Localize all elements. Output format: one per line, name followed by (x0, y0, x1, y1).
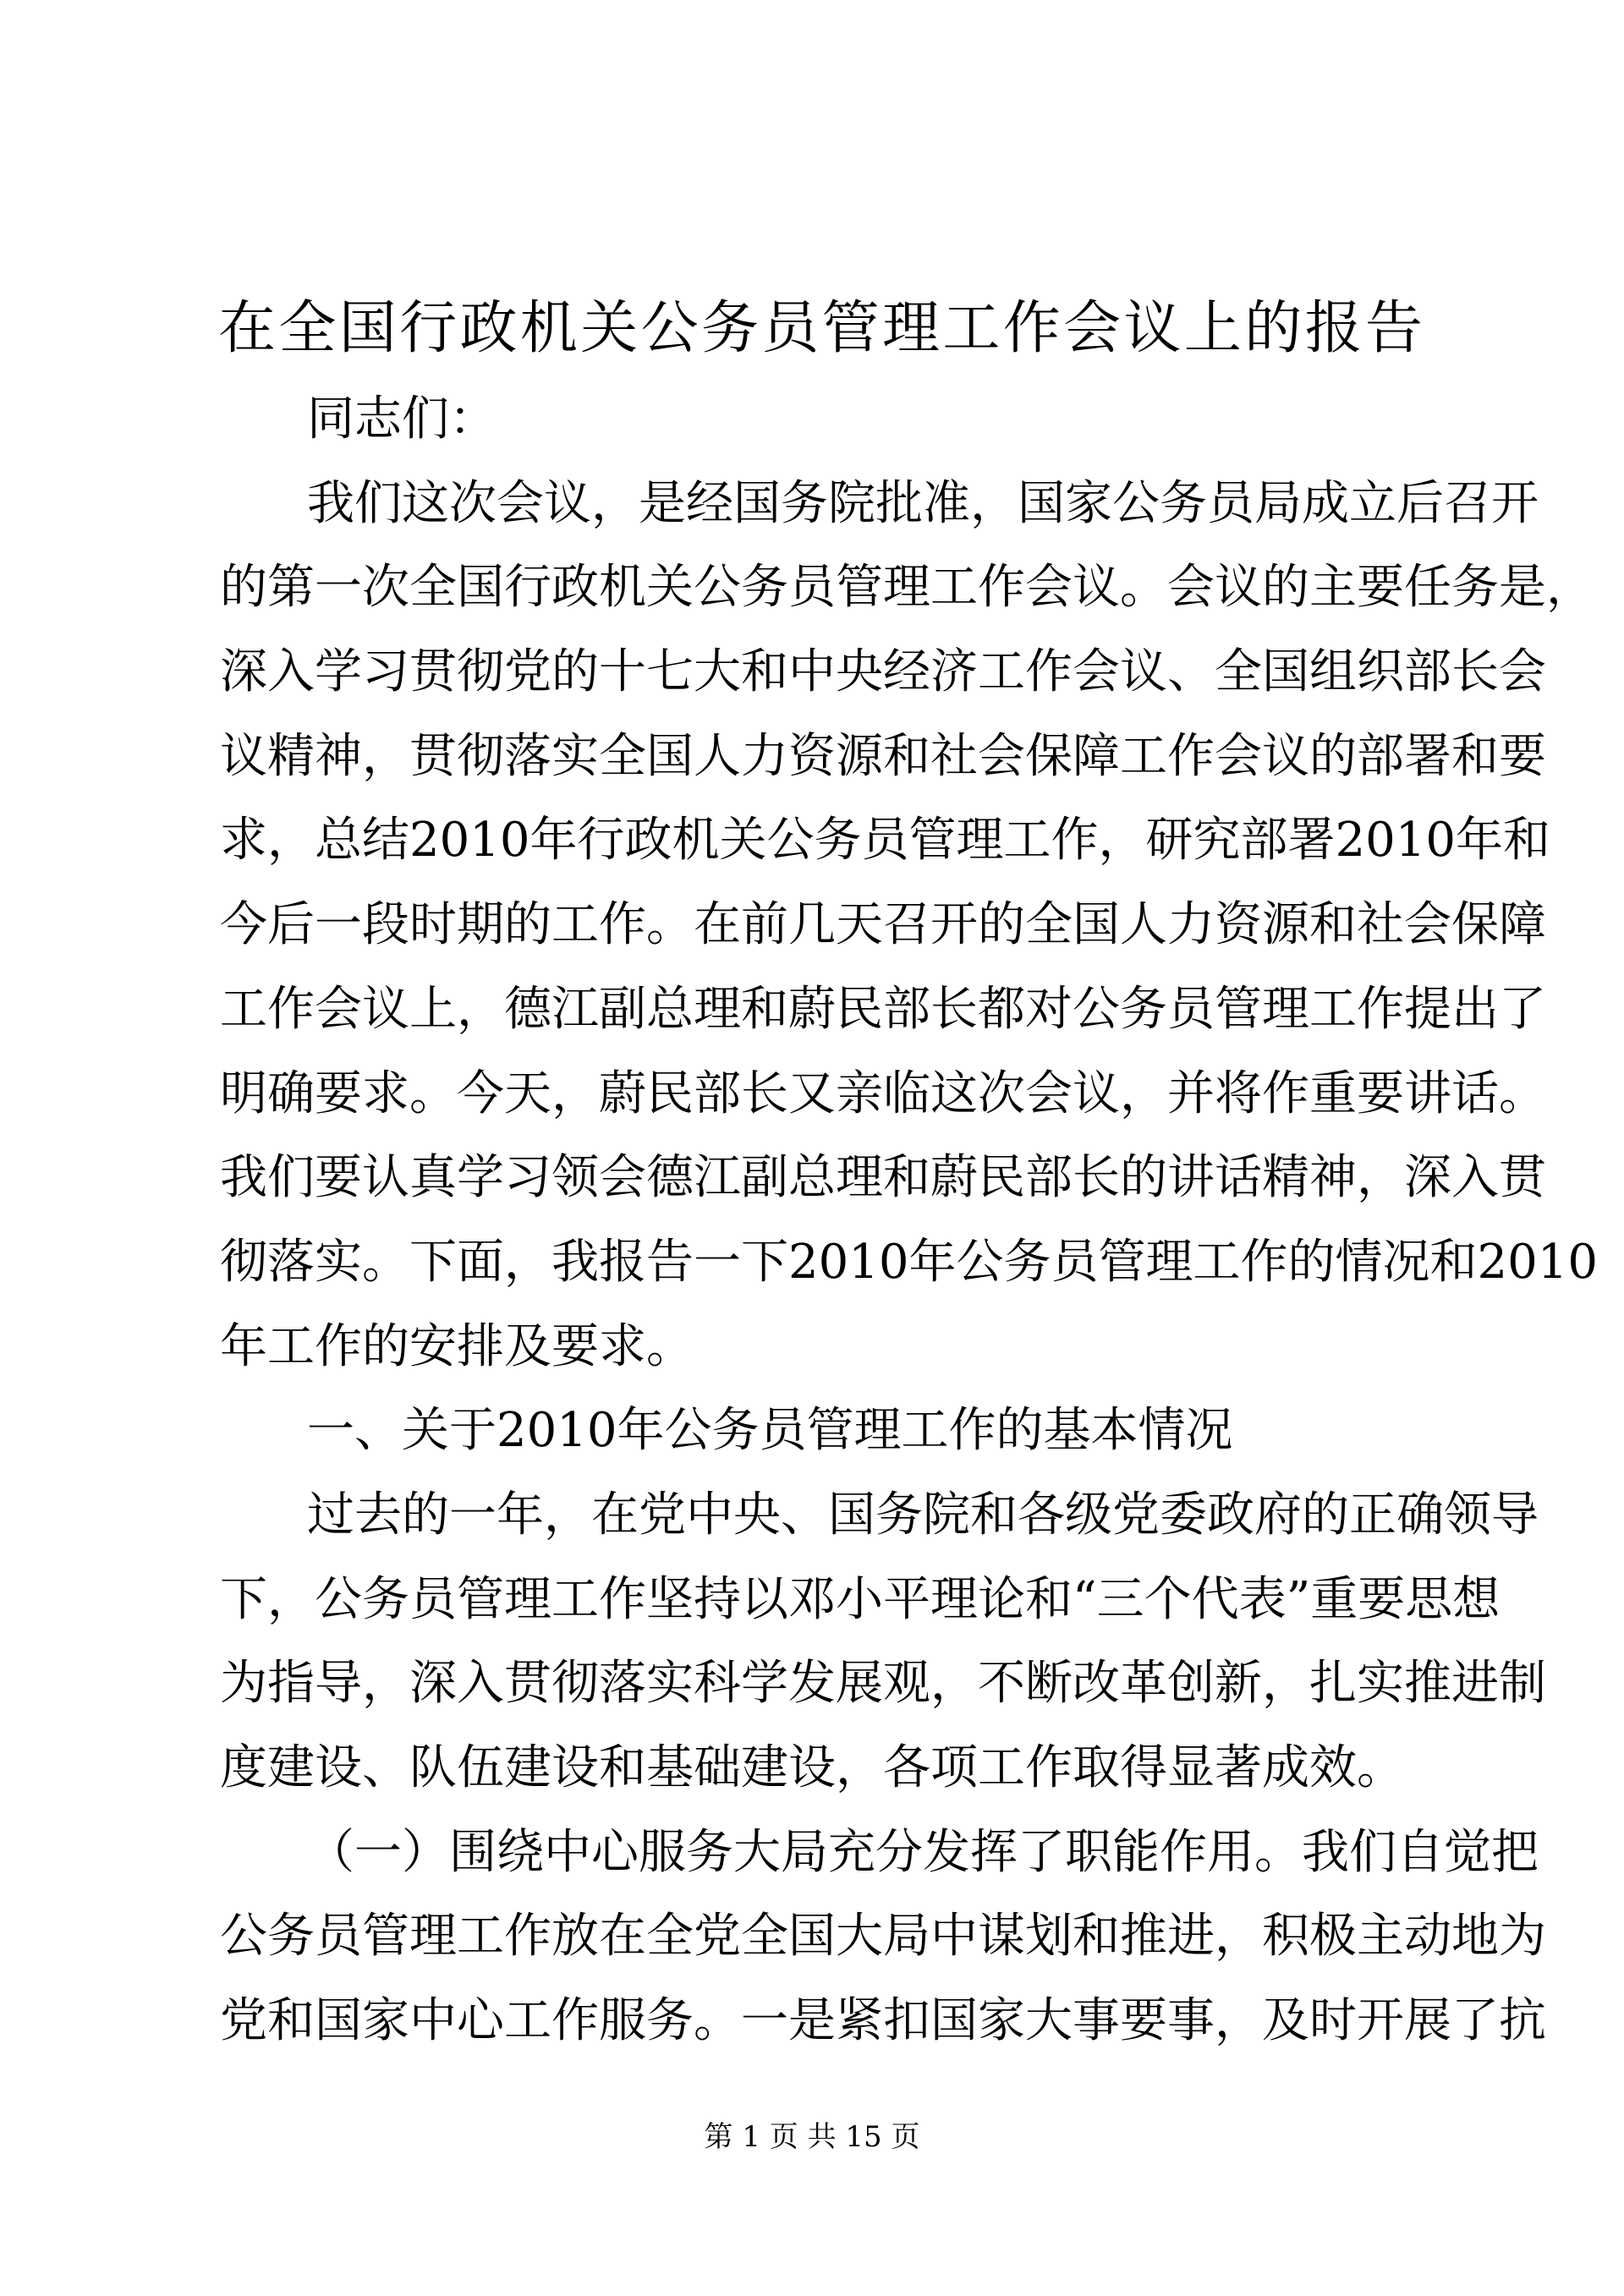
text-line: 的第一次全国行政机关公务员管理工作会议。会议的主要任务是， (220, 560, 1594, 616)
text-line: 深入学习贯彻党的十七大和中央经济工作会议、全国组织部长会 (220, 644, 1546, 700)
text-line: 党和国家中心工作服务。一是紧扣国家大事要事，及时开展了抗 (220, 1993, 1546, 2049)
text-line: 下，公务员管理工作坚持以邓小平理论和“三个代表”重要思想 (220, 1571, 1501, 1627)
text-line: 议精神，贯彻落实全国人力资源和社会保障工作会议的部署和要 (220, 728, 1546, 784)
text-line: 为指导，深入贯彻落实科学发展观，不断改革创新，扎实推进制 (220, 1656, 1546, 1712)
paragraph (220, 1811, 1546, 2063)
document-body (220, 377, 1599, 2063)
paragraph (220, 1473, 1546, 1811)
page-number-footer: 第 1 页 共 15 页 (704, 2120, 920, 2154)
text-line: 彻落实。下面，我报告一下2010年公务员管理工作的情况和2010 (220, 1234, 1599, 1290)
paragraph (220, 1389, 1421, 1473)
document-title: 在全国行政机关公务员管理工作会议上的报告 (218, 295, 1423, 362)
text-line: 同志们： (307, 392, 497, 447)
paragraph (220, 462, 1599, 1389)
text-line: 求，总结2010年行政机关公务员管理工作，研究部署2010年和 (220, 813, 1551, 869)
text-line: 年工作的安排及要求。 (220, 1318, 694, 1374)
text-line: 过去的一年，在党中央、国务院和各级党委政府的正确领导 (307, 1487, 1539, 1543)
text-line: 今后一段时期的工作。在前几天召开的全国人力资源和社会保障 (220, 897, 1546, 953)
text-line: 公务员管理工作放在全党全国大局中谋划和推进，积极主动地为 (220, 1909, 1546, 1964)
paragraph (220, 377, 1421, 462)
text-line: 度建设、队伍建设和基础建设，各项工作取得显著成效。 (220, 1740, 1404, 1795)
text-line: 我们这次会议，是经国务院批准，国家公务员局成立后召开 (307, 475, 1539, 531)
text-line: 明确要求。今天，蔚民部长又亲临这次会议，并将作重要讲话。 (220, 1066, 1546, 1121)
text-line: 我们要认真学习领会德江副总理和蔚民部长的讲话精神，深入贯 (220, 1150, 1546, 1206)
text-line: 工作会议上，德江副总理和蔚民部长都对公务员管理工作提出了 (220, 981, 1546, 1037)
text-line: 一、关于2010年公务员管理工作的基本情况 (307, 1403, 1233, 1459)
text-line: （一）围绕中心服务大局充分发挥了职能作用。我们自觉把 (307, 1824, 1539, 1880)
